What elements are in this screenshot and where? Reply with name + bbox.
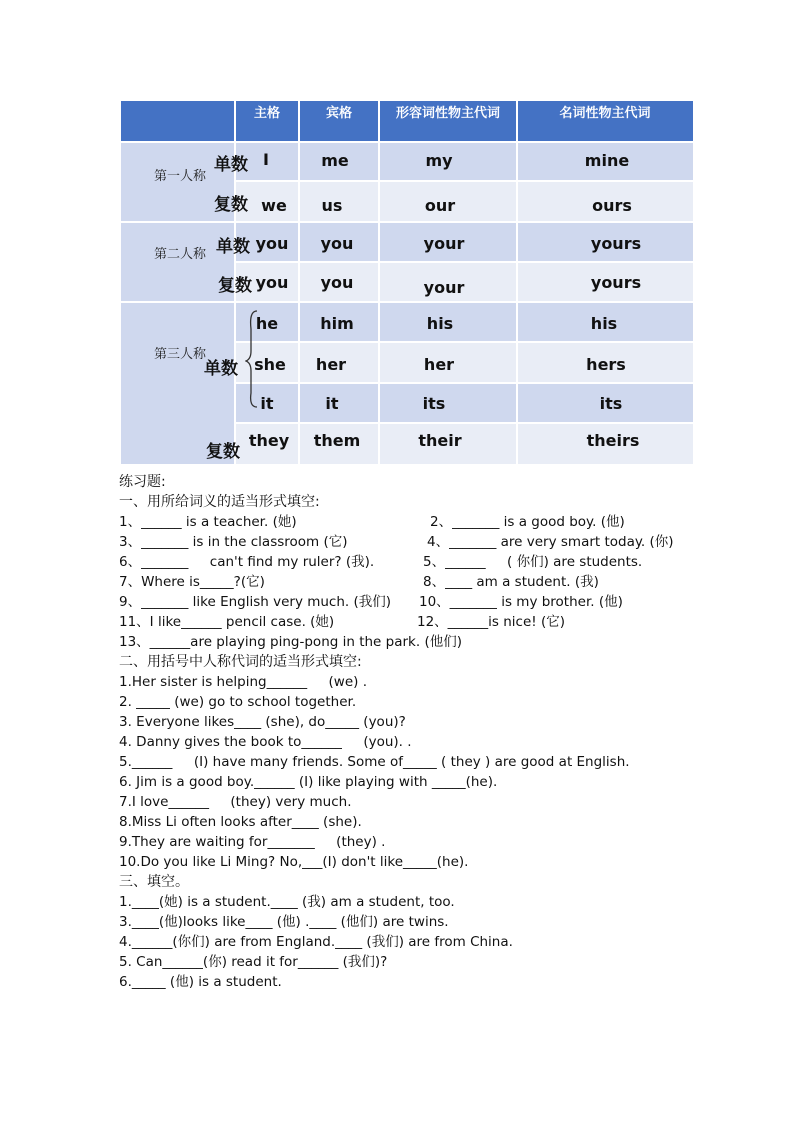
cell-r6-subject: it [260, 394, 274, 413]
s2-item: 7.I love______ (they) very much. [119, 794, 352, 810]
s2-item: 8.Miss Li often looks after____ (she). [119, 814, 362, 830]
cell-r4-adj: his [426, 314, 454, 333]
s1-left-item: 3、_______ is in the classroom (它) [119, 534, 348, 550]
cell-r0-noun: mine [584, 151, 630, 170]
cell-r0-object: me [321, 151, 349, 170]
header-adjective-possessive: 形容词性物主代词 [395, 106, 500, 121]
s1-right-item: 5、______ ( 你们) are students. [423, 554, 643, 570]
cell-r0-subject: I [263, 150, 269, 169]
cell-r7-adj: their [418, 431, 462, 450]
cell-r7-noun: theirs [586, 431, 640, 450]
cell-r4-noun: his [590, 314, 618, 333]
s2-item: 4. Danny gives the book to______ (you). . [119, 734, 412, 750]
second-singular-label: 单数 [216, 237, 250, 257]
header-noun-possessive: 名词性物主代词 [559, 106, 651, 121]
cell-r5-object: her [315, 355, 347, 374]
s1-right-item: 2、_______ is a good boy. (他) [430, 514, 625, 530]
cell-r1-object: us [321, 196, 343, 215]
cell-r5-subject: she [254, 355, 286, 374]
s1-left-item: 7、Where is_____?(它) [119, 574, 265, 590]
person-second: 第二人称 [154, 247, 207, 262]
s1-right-item: 12、______is nice! (它) [417, 614, 566, 630]
s1-left-item: 6、_______ can't find my ruler? (我). [119, 554, 375, 570]
s3-item: 3.____(他)looks like____ (他) .____ (他们) are twins. [119, 914, 449, 930]
cell-r4-subject: he [255, 314, 279, 333]
cell-r6-noun: its [599, 394, 623, 413]
cell-r0-adj: my [425, 151, 453, 170]
s3-item: 1.____(她) is a student.____ (我) am a student, too. [119, 894, 455, 910]
section1-title: 一、用所给词义的适当形式填空: [119, 494, 320, 510]
cell-r2-adj: your [423, 234, 465, 253]
cell-r2-subject: you [255, 234, 289, 253]
cell-r3-noun: yours [590, 273, 642, 292]
s2-item: 10.Do you like Li Ming? No,___(I) don't like_____(he). [119, 854, 469, 870]
cell-r6-adj: its [422, 394, 446, 413]
s2-item: 9.They are waiting for_______ (they) . [119, 834, 386, 850]
s2-item: 6. Jim is a good boy.______ (I) like playing with _____(he). [119, 774, 498, 790]
cell-r7-object: them [313, 431, 361, 450]
first-plural-label: 复数 [214, 195, 248, 215]
s2-item: 5.______ (I) have many friends. Some of_____ ( they ) are good at English. [119, 754, 630, 770]
s1-left-item: 13、______are playing ping-pong in the park. (他们) [119, 634, 462, 650]
section3-title: 三、填空。 [119, 874, 189, 890]
cell-r3-object: you [320, 273, 354, 292]
s3-item: 4.______(你们) are from England.____ (我们) are from China. [119, 934, 513, 950]
cell-r6-object: it [325, 394, 339, 413]
s1-left-item: 11、I like______ pencil case. (她) [119, 614, 335, 630]
s1-right-item: 4、_______ are very smart today. (你) [427, 534, 674, 550]
cell-r3-subject: you [255, 273, 289, 292]
person-third: 第三人称 [154, 347, 207, 362]
header-subject: 主格 [253, 106, 280, 121]
s3-item: 6._____ (他) is a student. [119, 974, 282, 990]
cell-r1-subject: we [261, 196, 287, 215]
cell-r7-subject: they [248, 431, 290, 450]
exercise-title: 练习题: [119, 474, 166, 490]
person-first: 第一人称 [154, 169, 207, 184]
cell-r5-noun: hers [586, 355, 626, 374]
s1-left-item: 1、______ is a teacher. (她) [119, 514, 297, 530]
cell-r2-object: you [320, 234, 354, 253]
first-singular-label: 单数 [214, 155, 248, 175]
s2-item: 2. _____ (we) go to school together. [119, 694, 357, 710]
s2-item: 1.Her sister is helping______ (we) . [119, 674, 367, 690]
s3-item: 5. Can______(你) read it for______ (我们)? [119, 954, 388, 970]
header-object: 宾格 [325, 106, 352, 121]
s1-left-item: 9、_______ like English very much. (我们) [119, 594, 392, 610]
pronoun-table [121, 101, 693, 464]
third-singular-label: 单数 [204, 359, 238, 379]
cell-r1-noun: ours [592, 196, 632, 215]
second-plural-label: 复数 [218, 276, 252, 296]
s1-right-item: 8、____ am a student. (我) [423, 574, 599, 590]
section2-title: 二、用括号中人称代词的适当形式填空: [119, 654, 362, 670]
cell-r5-adj: her [423, 355, 455, 374]
cell-r4-object: him [320, 314, 354, 333]
cell-r2-noun: yours [590, 234, 642, 253]
cell-r1-adj: our [424, 196, 456, 215]
third-plural-label: 复数 [206, 442, 240, 462]
s2-item: 3. Everyone likes____ (she), do_____ (you)? [119, 714, 406, 730]
s1-right-item: 10、_______ is my brother. (他) [419, 594, 623, 610]
cell-r3-adj: your [423, 278, 465, 297]
